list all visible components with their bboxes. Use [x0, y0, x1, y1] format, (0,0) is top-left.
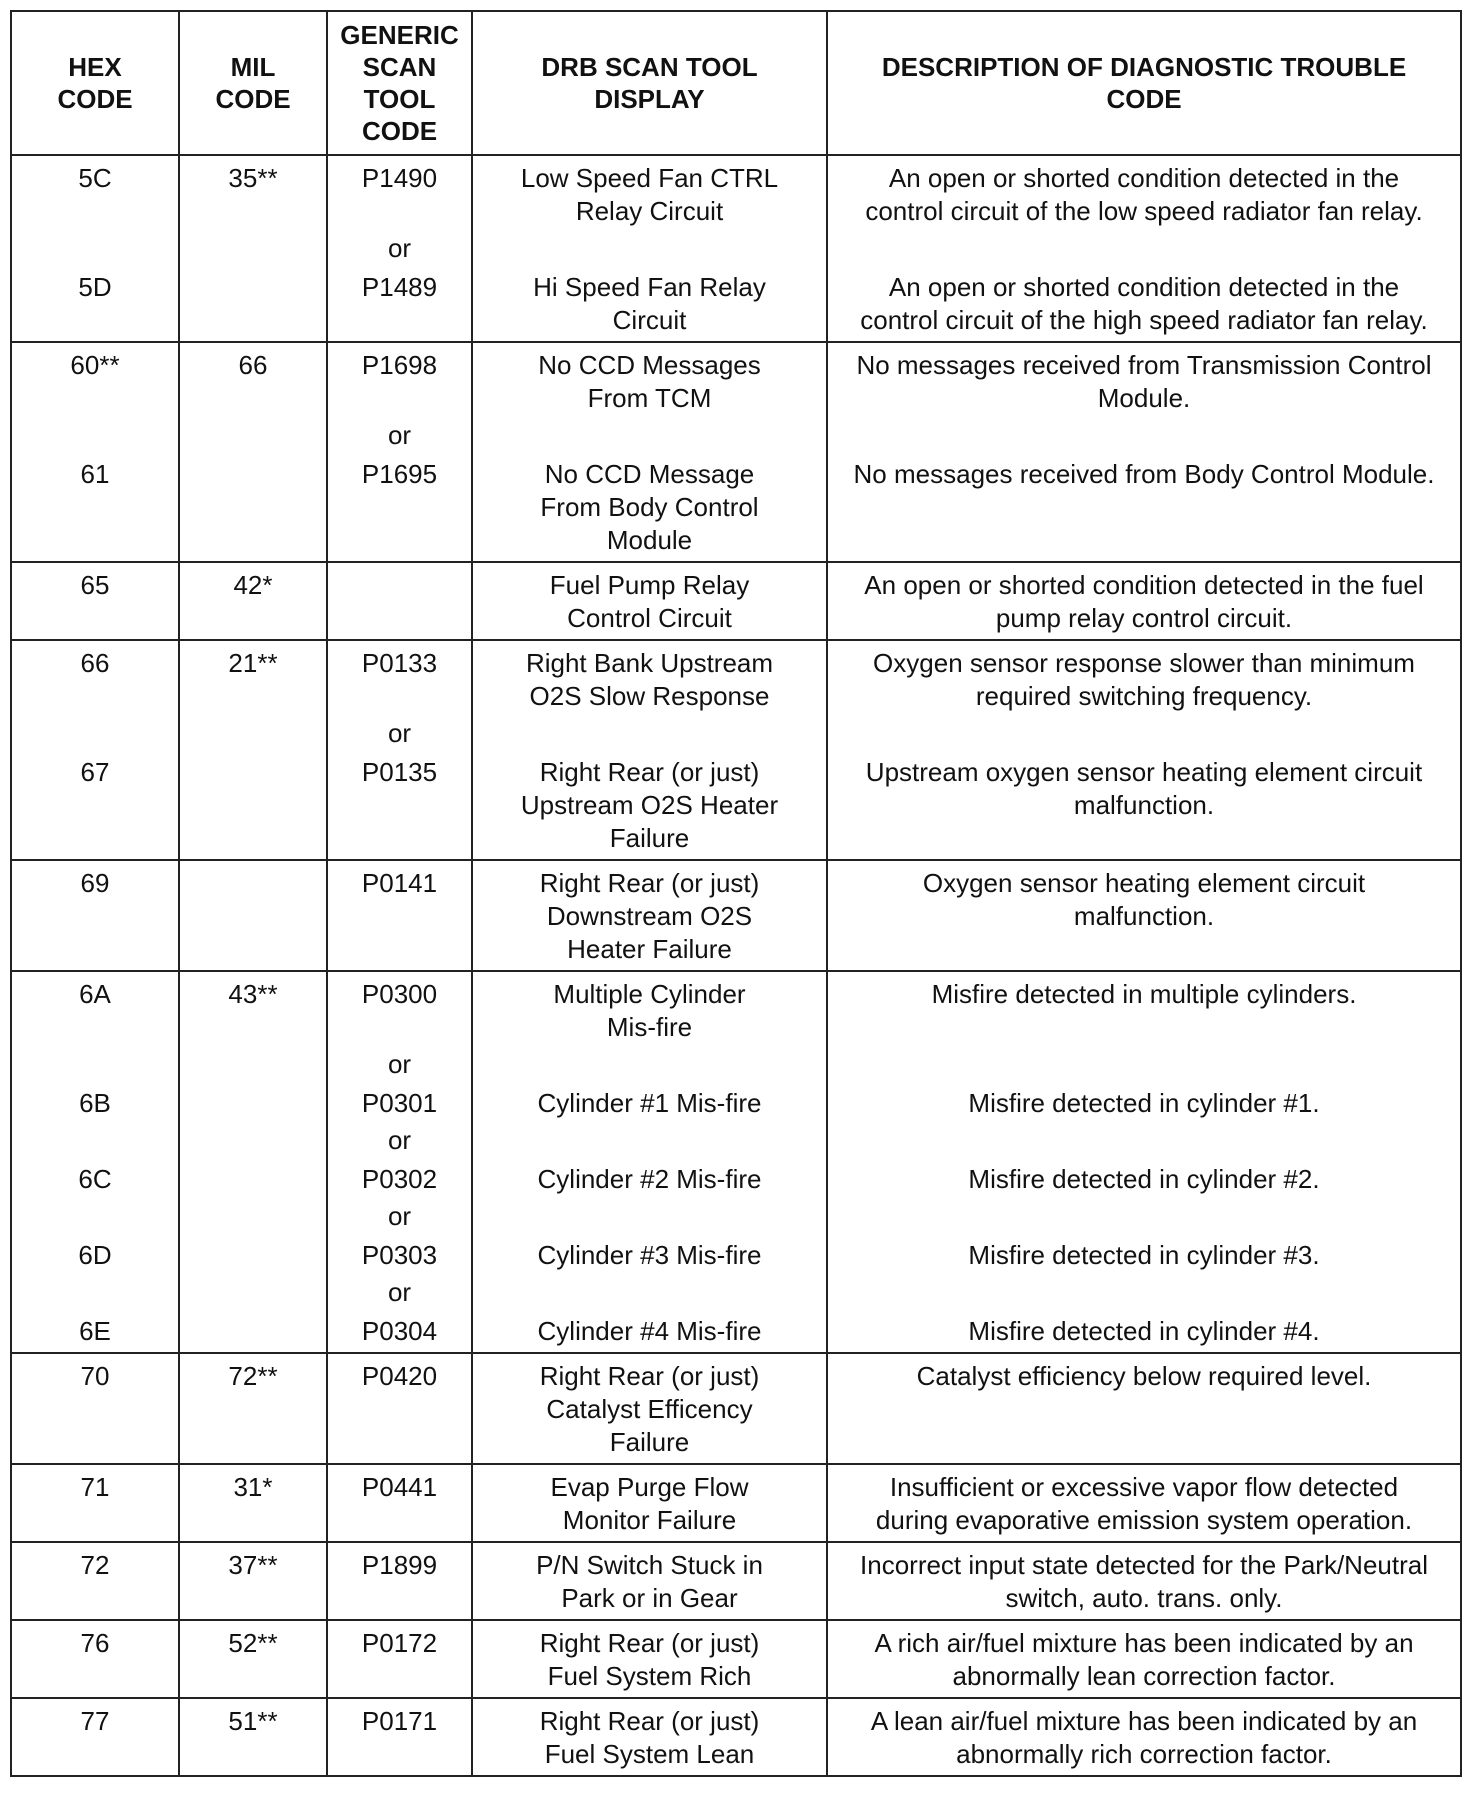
- description-cell-line: during evaporative emission system operation.: [875, 1505, 1413, 1535]
- drb-cell: [472, 1048, 827, 1081]
- table-header: [11, 11, 1461, 155]
- drb-display-cell-line: Right Rear (or just): [539, 1706, 760, 1736]
- header-line: DRB SCAN TOOL: [541, 52, 758, 82]
- description-cell: [827, 971, 1461, 1048]
- hex-code-cell: 69: [11, 860, 179, 971]
- description-cell-line: Catalyst efficiency below required level.: [916, 1361, 1372, 1391]
- drb-display-cell-line: Right Bank Upstream: [525, 648, 774, 678]
- drb-display-cell-line: Cylinder #2 Mis-fire: [537, 1164, 762, 1194]
- drb-display-cell-line: Upstream O2S Heater: [520, 790, 779, 820]
- description-cell-line: A rich air/fuel mixture has been indicated by an: [874, 1628, 1414, 1658]
- desc-cell: [827, 419, 1461, 452]
- description-cell-line: A lean air/fuel mixture has been indicated by an: [870, 1706, 1418, 1736]
- hex-code-cell: 6B: [11, 1081, 179, 1124]
- mil-code-cell: [179, 1309, 327, 1353]
- header-drb-scan-tool-display: [472, 11, 827, 155]
- drb-cell: [472, 232, 827, 265]
- mil-code-cell: 42*: [179, 562, 327, 640]
- table-body: [11, 155, 1461, 1776]
- hex-cell: [11, 1048, 179, 1081]
- drb-display-cell-line: Multiple Cylinder: [553, 979, 746, 1009]
- drb-display-cell-line: Evap Purge Flow: [550, 1472, 749, 1502]
- or-row: [11, 232, 1461, 265]
- description-cell-line: An open or shorted condition detected in the: [888, 163, 1400, 193]
- mil-cell: [179, 1276, 327, 1309]
- mil-code-cell: 72**: [179, 1353, 327, 1464]
- or-row: [11, 1048, 1461, 1081]
- or-label: or: [327, 1124, 472, 1157]
- desc-cell: [827, 1048, 1461, 1081]
- hex-code-cell: 65: [11, 562, 179, 640]
- mil-cell: [179, 232, 327, 265]
- desc-cell: [827, 232, 1461, 265]
- drb-display-cell-line: Heater Failure: [567, 934, 732, 964]
- header-line: HEX: [68, 52, 122, 82]
- hex-code-cell: 6C: [11, 1157, 179, 1200]
- drb-display-cell: [472, 1157, 827, 1200]
- description-cell-line: control circuit of the high speed radiator fan relay.: [860, 305, 1428, 335]
- header-line: CODE: [215, 84, 291, 114]
- header-description: [827, 11, 1461, 155]
- generic-code-cell: P1490: [327, 155, 472, 232]
- drb-display-cell-line: P/N Switch Stuck in: [536, 1550, 763, 1580]
- description-cell: [827, 1542, 1461, 1620]
- hex-code-cell: 70: [11, 1353, 179, 1464]
- description-cell-line: Oxygen sensor heating element circuit: [922, 868, 1366, 898]
- hex-cell: [11, 1200, 179, 1233]
- drb-display-cell-line: Right Rear (or just): [539, 1361, 760, 1391]
- description-cell-line: malfunction.: [1073, 901, 1215, 931]
- drb-display-cell: [472, 1353, 827, 1464]
- table-row: [11, 155, 1461, 232]
- drb-display-cell: [472, 1620, 827, 1698]
- drb-display-cell: [472, 750, 827, 860]
- hex-cell: [11, 717, 179, 750]
- drb-display-cell: [472, 265, 827, 342]
- table-row: [11, 750, 1461, 860]
- drb-display-cell: [472, 860, 827, 971]
- hex-cell: [11, 419, 179, 452]
- mil-code-cell: 52**: [179, 1620, 327, 1698]
- description-cell: [827, 1081, 1461, 1124]
- drb-display-cell-line: Cylinder #4 Mis-fire: [537, 1316, 762, 1346]
- generic-code-cell: P1899: [327, 1542, 472, 1620]
- mil-code-cell: 37**: [179, 1542, 327, 1620]
- hex-code-cell: 66: [11, 640, 179, 717]
- description-cell: [827, 1464, 1461, 1542]
- or-row: [11, 1200, 1461, 1233]
- drb-cell: [472, 419, 827, 452]
- drb-cell: [472, 1276, 827, 1309]
- description-cell-line: No messages received from Body Control Module.: [853, 459, 1435, 489]
- desc-cell: [827, 1276, 1461, 1309]
- description-cell: [827, 1353, 1461, 1464]
- or-label: or: [327, 1200, 472, 1233]
- hex-code-cell: 60**: [11, 342, 179, 419]
- drb-display-cell-line: Catalyst Efficency: [546, 1394, 753, 1424]
- description-cell-line: No messages received from Transmission Control: [856, 350, 1432, 380]
- header-line: TOOL: [363, 84, 436, 114]
- description-cell: [827, 265, 1461, 342]
- drb-display-cell-line: From TCM: [587, 383, 712, 413]
- generic-code-cell: P0171: [327, 1698, 472, 1776]
- or-row: [11, 717, 1461, 750]
- description-cell: [827, 452, 1461, 562]
- mil-code-cell: [179, 750, 327, 860]
- description-cell: [827, 562, 1461, 640]
- mil-code-cell: [179, 1081, 327, 1124]
- drb-display-cell-line: Failure: [609, 823, 690, 853]
- drb-display-cell: [472, 562, 827, 640]
- header-line: CODE: [1106, 84, 1182, 114]
- description-cell: [827, 1157, 1461, 1200]
- drb-display-cell-line: Park or in Gear: [561, 1583, 738, 1613]
- desc-cell: [827, 1124, 1461, 1157]
- drb-display-cell: [472, 640, 827, 717]
- drb-display-cell-line: Mis-fire: [606, 1012, 693, 1042]
- hex-code-cell: 6D: [11, 1233, 179, 1276]
- mil-code-cell: [179, 860, 327, 971]
- drb-display-cell-line: Circuit: [612, 305, 687, 335]
- drb-display-cell-line: Fuel Pump Relay: [549, 570, 750, 600]
- drb-display-cell-line: Relay Circuit: [575, 196, 724, 226]
- mil-code-cell: [179, 452, 327, 562]
- description-cell-line: Upstream oxygen sensor heating element circuit: [865, 757, 1423, 787]
- generic-code-cell: P1695: [327, 452, 472, 562]
- description-cell-line: Misfire detected in multiple cylinders.: [931, 979, 1357, 1009]
- mil-code-cell: 31*: [179, 1464, 327, 1542]
- description-cell-line: required switching frequency.: [975, 681, 1313, 711]
- description-cell: [827, 1620, 1461, 1698]
- or-row: [11, 1276, 1461, 1309]
- mil-cell: [179, 717, 327, 750]
- drb-display-cell: [472, 1081, 827, 1124]
- description-cell-line: An open or shorted condition detected in the fuel: [864, 570, 1424, 600]
- table-row: [11, 265, 1461, 342]
- header-generic-scan-tool-code: [327, 11, 472, 155]
- hex-cell: [11, 1124, 179, 1157]
- description-cell-line: pump relay control circuit.: [995, 603, 1293, 633]
- generic-code-cell: P0303: [327, 1233, 472, 1276]
- drb-display-cell: [472, 1698, 827, 1776]
- header-line: GENERIC: [340, 20, 459, 50]
- drb-display-cell-line: Low Speed Fan CTRL: [520, 163, 779, 193]
- description-cell-line: Misfire detected in cylinder #2.: [968, 1164, 1320, 1194]
- drb-display-cell-line: Module: [606, 525, 693, 555]
- header-line: SCAN: [362, 52, 437, 82]
- table-row: [11, 860, 1461, 971]
- header-mil-code: [179, 11, 327, 155]
- drb-display-cell-line: Downstream O2S: [546, 901, 753, 931]
- hex-code-cell: 61: [11, 452, 179, 562]
- hex-cell: [11, 1276, 179, 1309]
- hex-code-cell: 72: [11, 1542, 179, 1620]
- hex-code-cell: 6E: [11, 1309, 179, 1353]
- mil-cell: [179, 1048, 327, 1081]
- hex-code-cell: 5C: [11, 155, 179, 232]
- drb-cell: [472, 717, 827, 750]
- description-cell-line: abnormally lean correction factor.: [952, 1661, 1336, 1691]
- generic-code-cell: [327, 562, 472, 640]
- drb-display-cell-line: Control Circuit: [567, 603, 732, 633]
- table-row: [11, 1698, 1461, 1776]
- drb-cell: [472, 1200, 827, 1233]
- description-cell-line: Incorrect input state detected for the Park/Neutral: [860, 1550, 1428, 1580]
- drb-display-cell-line: Cylinder #3 Mis-fire: [537, 1240, 762, 1270]
- description-cell-line: malfunction.: [1073, 790, 1215, 820]
- hex-code-cell: 5D: [11, 265, 179, 342]
- drb-display-cell: [472, 1464, 827, 1542]
- description-cell: [827, 1233, 1461, 1276]
- header-hex-code: [11, 11, 179, 155]
- description-cell: [827, 1309, 1461, 1353]
- table-row: [11, 1620, 1461, 1698]
- mil-code-cell: 43**: [179, 971, 327, 1048]
- table-row: [11, 1353, 1461, 1464]
- drb-display-cell: [472, 1233, 827, 1276]
- drb-display-cell-line: Failure: [609, 1427, 690, 1457]
- table-row: [11, 1542, 1461, 1620]
- or-label: or: [327, 232, 472, 265]
- description-cell-line: Misfire detected in cylinder #3.: [968, 1240, 1320, 1270]
- drb-display-cell-line: Hi Speed Fan Relay: [533, 272, 766, 302]
- hex-code-cell: 77: [11, 1698, 179, 1776]
- drb-display-cell-line: Fuel System Rich: [547, 1661, 752, 1691]
- or-label: or: [327, 419, 472, 452]
- or-label: or: [327, 1048, 472, 1081]
- table-row: [11, 1233, 1461, 1276]
- mil-code-cell: 21**: [179, 640, 327, 717]
- or-label: or: [327, 717, 472, 750]
- generic-code-cell: P0141: [327, 860, 472, 971]
- description-cell-line: Insufficient or excessive vapor flow detected: [889, 1472, 1399, 1502]
- generic-code-cell: P0302: [327, 1157, 472, 1200]
- header-line: DISPLAY: [594, 84, 705, 114]
- description-cell-line: switch, auto. trans. only.: [1005, 1583, 1283, 1613]
- generic-code-cell: P1489: [327, 265, 472, 342]
- description-cell-line: Misfire detected in cylinder #1.: [968, 1088, 1320, 1118]
- description-cell: [827, 640, 1461, 717]
- or-row: [11, 419, 1461, 452]
- generic-code-cell: P0441: [327, 1464, 472, 1542]
- or-label: or: [327, 1276, 472, 1309]
- drb-display-cell-line: Right Rear (or just): [539, 868, 760, 898]
- drb-display-cell: [472, 155, 827, 232]
- hex-code-cell: 76: [11, 1620, 179, 1698]
- mil-code-cell: 51**: [179, 1698, 327, 1776]
- description-cell: [827, 860, 1461, 971]
- desc-cell: [827, 1200, 1461, 1233]
- mil-cell: [179, 419, 327, 452]
- drb-display-cell: [472, 1542, 827, 1620]
- description-cell-line: abnormally rich correction factor.: [956, 1739, 1332, 1769]
- description-cell-line: control circuit of the low speed radiator fan relay.: [865, 196, 1423, 226]
- header-line: CODE: [57, 84, 133, 114]
- hex-code-cell: 6A: [11, 971, 179, 1048]
- description-cell-line: An open or shorted condition detected in the: [888, 272, 1400, 302]
- generic-code-cell: P1698: [327, 342, 472, 419]
- table-row: [11, 1157, 1461, 1200]
- header-line: MIL: [230, 52, 276, 82]
- mil-code-cell: [179, 1157, 327, 1200]
- drb-display-cell-line: Right Rear (or just): [539, 757, 760, 787]
- table-row: [11, 562, 1461, 640]
- header-line: DESCRIPTION OF DIAGNOSTIC TROUBLE: [881, 52, 1407, 82]
- description-cell: [827, 750, 1461, 860]
- drb-display-cell-line: Right Rear (or just): [539, 1628, 760, 1658]
- description-cell-line: Module.: [1097, 383, 1191, 413]
- description-cell: [827, 342, 1461, 419]
- mil-code-cell: [179, 265, 327, 342]
- table-row: [11, 452, 1461, 562]
- drb-display-cell-line: No CCD Messages: [538, 350, 761, 380]
- mil-cell: [179, 1200, 327, 1233]
- drb-display-cell: [472, 971, 827, 1048]
- or-row: [11, 1124, 1461, 1157]
- dtc-table-sheet: [10, 10, 1462, 1777]
- mil-code-cell: 66: [179, 342, 327, 419]
- drb-display-cell-line: O2S Slow Response: [529, 681, 770, 711]
- generic-code-cell: P0301: [327, 1081, 472, 1124]
- table-row: [11, 971, 1461, 1048]
- generic-code-cell: P0300: [327, 971, 472, 1048]
- table-row: [11, 342, 1461, 419]
- description-cell: [827, 155, 1461, 232]
- header-line: CODE: [361, 116, 438, 146]
- drb-display-cell: [472, 1309, 827, 1353]
- mil-code-cell: [179, 1233, 327, 1276]
- mil-cell: [179, 1124, 327, 1157]
- hex-code-cell: 71: [11, 1464, 179, 1542]
- drb-display-cell-line: Fuel System Lean: [544, 1739, 755, 1769]
- drb-display-cell-line: Monitor Failure: [562, 1505, 737, 1535]
- drb-display-cell: [472, 342, 827, 419]
- description-cell-line: Misfire detected in cylinder #4.: [968, 1316, 1320, 1346]
- description-cell: [827, 1698, 1461, 1776]
- drb-display-cell: [472, 452, 827, 562]
- drb-cell: [472, 1124, 827, 1157]
- generic-code-cell: P0304: [327, 1309, 472, 1353]
- description-cell-line: Oxygen sensor response slower than minimum: [873, 648, 1415, 678]
- drb-display-cell-line: From Body Control: [540, 492, 759, 522]
- dtc-table: [10, 10, 1462, 1777]
- table-row: [11, 1464, 1461, 1542]
- table-row: [11, 640, 1461, 717]
- hex-cell: [11, 232, 179, 265]
- mil-code-cell: 35**: [179, 155, 327, 232]
- generic-code-cell: P0133: [327, 640, 472, 717]
- desc-cell: [827, 717, 1461, 750]
- generic-code-cell: P0420: [327, 1353, 472, 1464]
- drb-display-cell-line: No CCD Message: [544, 459, 755, 489]
- generic-code-cell: P0135: [327, 750, 472, 860]
- table-row: [11, 1309, 1461, 1353]
- generic-code-cell: P0172: [327, 1620, 472, 1698]
- hex-code-cell: 67: [11, 750, 179, 860]
- drb-display-cell-line: Cylinder #1 Mis-fire: [537, 1088, 762, 1118]
- table-row: [11, 1081, 1461, 1124]
